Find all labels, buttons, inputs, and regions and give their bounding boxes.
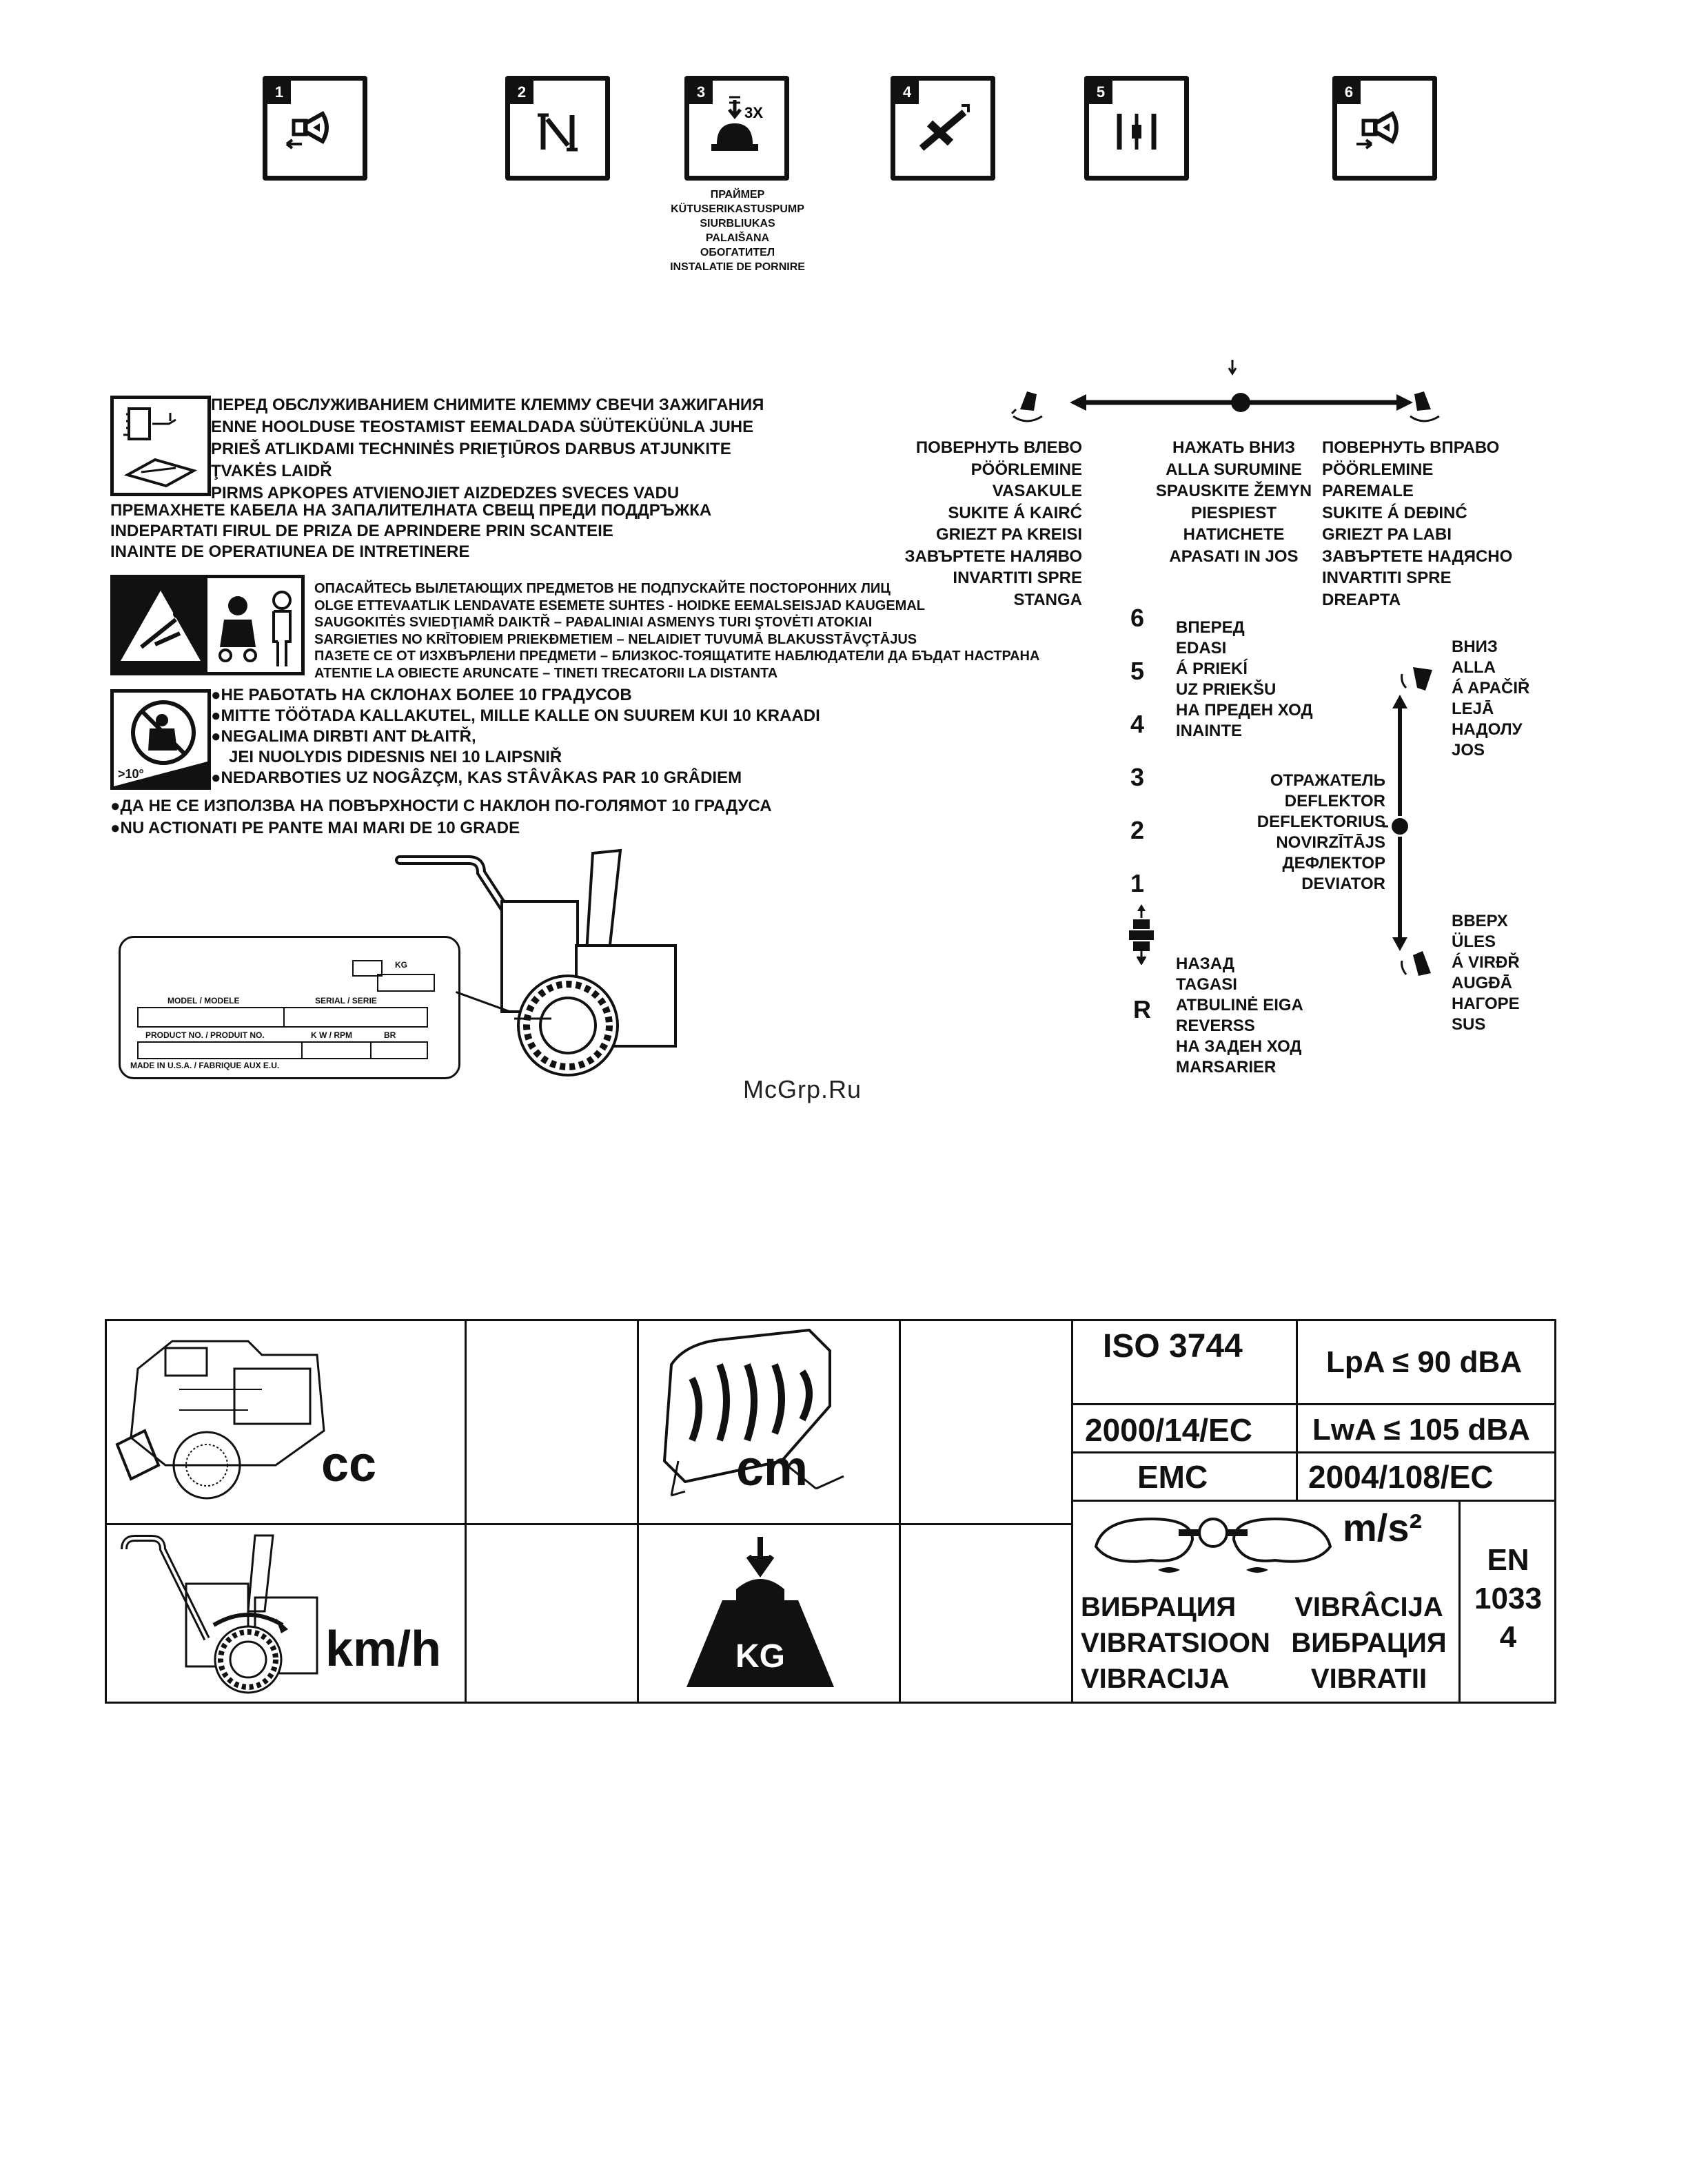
vibration-labels-right: VIBRÂCIJA ВИБРАЦИЯ VIBRATII [1291, 1592, 1447, 1694]
ignition-icon: 5 [1084, 76, 1189, 181]
throttle-icon: 2 [505, 76, 610, 181]
plate-made-label: MADE IN U.S.A. / FABRIQUE AUX E.U. [130, 1061, 280, 1070]
thrown-warning-text: ОПАСАЙТЕСЬ ВЫЛЕТАЮЩИХ ПРЕДМЕТОВ НЕ ПОДПУСКАЙТЕ ПОСТОРОННИХ ЛИЦ OLGE ETTEVAATLIK LENDAVATE ESEMETE SUHTES - HOIDKE EEMALSEISJAD KAUGEMAL SAUGOKITĖS SVIEDŢIAMŘ DAIKTŘ – PAĐALINIAI ASMENYS TURI ŞTOVĖTI ATOKIAI SARGIETIES NO KRĪTOĐIEM PRIEKĐMETIEM – NELAIDIET TUVUMĀ BLAKUSSTĀVÇTĀJUS ПАЗЕТЕ СЕ ОТ ИЗХВЪРЛЕНИ ПРЕДМЕТИ – БЛИЗКОС-ТОЯЩАТИТЕ НАБЛЮДАТЕЛИ ДА БЪДАТ НАСТРАНА ATENTIE LA OBIECTE ARUNCATE – TINETI TRECATORII LA DISTANTA [314, 581, 1040, 681]
en-standard: EN 1033 4 [1474, 1543, 1542, 1654]
engine-cc-label: cc [321, 1437, 377, 1492]
forward-labels: ВПЕРЕД EDASI Á PRIEKĺ UZ PRIEKŠU НА ПРЕДЕН ХОД INAINTE [1176, 618, 1313, 740]
spark-warning-text-2: ПРЕМАХНЕТЕ КАБЕЛА НА ЗАПАЛИТЕЛНАТА СВЕЩ ПРЕДИ ПОДДРЪЖКА INDEPARTATI FIRUL DE PRIZA DE APRINDERE PRIN SCANTEIE INAINTE DE OPERATIUNEA DE INTRETINERE [110, 501, 712, 561]
plate-kw-label: K W / RPM [311, 1030, 352, 1040]
speed-2: 2 [1130, 816, 1145, 844]
chute-center-labels: НАЖАТЬ ВНИЗ ALLA SURUMINE SPAUSKITE ŽEMYN PIESPIEST НАТИСНЕТЕ APASATI IN JOS [1155, 438, 1312, 566]
weight-kg-label: KG [735, 1638, 785, 1675]
emc-label: EMC [1137, 1459, 1208, 1495]
vibration-icon [1082, 1505, 1344, 1581]
slope-warning-text: ●НЕ РАБОТАТЬ НА СКЛОНАХ БОЛЕЕ 10 ГРАДУСОВ ●MITTE TÖÖTADA KALLAKUTEL, MILLE KALLE ON SUUREM KUI 10 KRAADI ●NEGALIMA DIRBTI ANT DŁAITŘ, JEI NUOLYDIS DIDESNIS NEI 10 LAIPSNIŘ ●NEDARBOTIES UZ NOGÂZÇM, KAS STÂVÂKAS PAR 10 GRÂDIEM [211, 686, 820, 787]
push-down-icon [1228, 360, 1237, 378]
slope-badge: >10° [118, 767, 144, 781]
key-icon: 4 [891, 76, 995, 181]
speed-4: 4 [1130, 710, 1145, 738]
chute-right-labels: ПОВЕРНУТЬ ВПРАВО PÖÖRLEMINE PAREMALE SUKITE Á DEĐINĆ GRIEZT PA LABI ЗАВЪРТЕТЕ НАДЯСНО INVARTITI SPRE DREAPTA [1322, 438, 1513, 609]
model-plate [119, 936, 460, 1079]
choke-icon: 1 [263, 76, 367, 181]
plate-br-label: BR [384, 1030, 396, 1040]
auger-cm-label: cm [736, 1441, 809, 1496]
deflector-down-icon [1398, 660, 1436, 702]
plate-model-label: MODEL / MODELE [167, 996, 240, 1006]
speed-kmh-label: km/h [325, 1622, 442, 1677]
primer-count-label: 3X [744, 104, 763, 121]
speed-1: 1 [1130, 869, 1145, 897]
speed-5: 5 [1130, 657, 1145, 685]
plate-kg-label: KG [395, 960, 407, 970]
reverse-labels: НАЗАД TAGASI ATBULINĖ EIGA REVERSS НА ЗАДЕН ХОД MARSARIER [1176, 955, 1303, 1076]
directive-emc: 2004/108/EC [1308, 1459, 1494, 1495]
directive-noise: 2000/14/EC [1085, 1412, 1252, 1448]
deflector-down-labels: ВНИЗ ALLA Á APAČIŘ LEJĀ НАДОЛУ JOS [1452, 637, 1530, 759]
lwa-value: LwA ≤ 105 dBA [1312, 1413, 1530, 1447]
primer-icon: 3 3X [684, 76, 789, 181]
deflector-labels: ОТРАЖАТЕЛЬ DEFLEKTOR DEFLEKTORIUS NOVIRZĪTĀJS ДЕФЛЕКТОР DEVIATOR [1257, 771, 1385, 893]
lpa-value: LpA ≤ 90 dBA [1326, 1345, 1523, 1379]
deflector-up-icon [1398, 946, 1436, 987]
spark-warning-text: ПЕРЕД ОБСЛУЖИВАНИЕМ СНИМИТЕ КЛЕММУ СВЕЧИ ЗАЖИГАНИЯ ENNE HOOLDUSE TEOSTAMIST EEMALDADA SÜÜTEKÜÜNLA JUHE PRIEŠ ATLIKDAMI TECHNINĖS PRIEŢIŪROS DARBUS ATJUNKITE ŢVAKĖS LAIDŘ PIRMS APKOPES ATVIENOJIET AIZDEDZES SVECES VADU [211, 396, 764, 502]
slope-warning-text-2: ●ДА НЕ СЕ ИЗПОЛЗВА НА ПОВЪРХНОСТИ С НАКЛОН ПО-ГОЛЯМОТ 10 ГРАДУСА ●NU ACTIONATI PE PANTE MAI MARI DE 10 GRADE [110, 797, 772, 837]
deflector-diagram [1383, 692, 1417, 954]
deflector-up-labels: ВВЕРХ ÜLES Á VIRĐŘ AUGĐĀ НАГОРЕ SUS [1452, 912, 1520, 1034]
drive-direction-icon [1128, 903, 1155, 965]
plate-serial-label: SERIAL / SERIE [315, 996, 377, 1006]
vibration-unit: m/s² [1343, 1506, 1423, 1549]
engine-illustration [110, 1327, 338, 1513]
chute-left-labels: ПОВЕРНУТЬ ВЛЕВО PÖÖRLEMINE VASAKULE SUKITE Á KAIRĆ GRIEZT PA KREISI ЗАВЪРТЕТЕ НАЛЯВО INVARTITI SPRE STANGA [904, 438, 1082, 609]
spark-plug-warning-icon [110, 396, 211, 496]
vibration-labels-left: ВИБРАЦИЯ VIBRATSIOON VIBRACIJA [1081, 1592, 1270, 1694]
slope-warning-icon [110, 689, 211, 790]
speed-illustration [110, 1529, 324, 1694]
choke-off-icon: 6 [1332, 76, 1437, 181]
thrown-objects-warning-icon [110, 575, 305, 675]
speed-reverse: R [1133, 995, 1151, 1023]
speed-3: 3 [1130, 763, 1145, 791]
primer-labels: ПРАЙМЕР KÜTUSERIKASTUSPUMP SIURBLIUKAS PALAIŠANA ОБОГАТИТЕЛ INSTALATIE DE PORNIRE [670, 189, 805, 273]
plate-product-label: PRODUCT NO. / PRODUIT NO. [145, 1030, 265, 1040]
speed-6: 6 [1130, 604, 1145, 632]
speed-selector [1130, 591, 1147, 910]
weight-icon [681, 1534, 840, 1693]
iso-standard: ISO 3744 [1103, 1328, 1243, 1365]
chute-rotation-diagram [1006, 378, 1447, 426]
watermark: McGrp.Ru [743, 1075, 862, 1103]
